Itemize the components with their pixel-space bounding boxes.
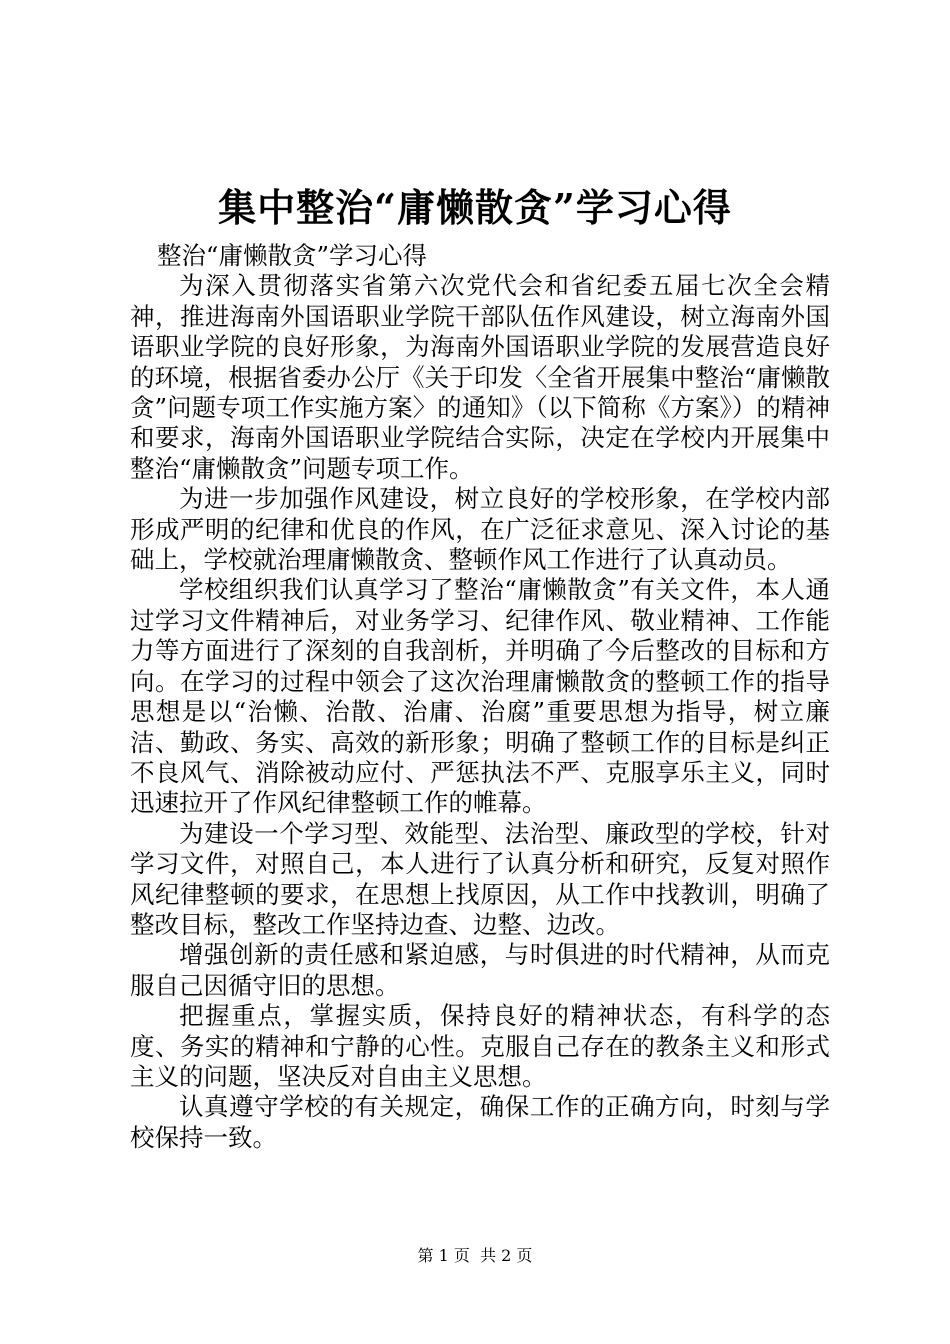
paragraph: 学校组织我们认真学习了整治“庸懒散贪”有关文件，本人通过学习文件精神后，对业务学习、纪律作风、敬业精神、工作能力等方面进行了深刻的自我剖析，并明确了今后整改的目标和方向。在学习的过程中领会了这次治理庸懒散贪的整顿工作的指导思想是以“治懒、治散、治庸、治腐”重要思想为指导，树立廉洁、勤政、务实、高效的新形象；明确了整顿工作的目标是纠正不良风气、消除被动应付、严惩执法不严、克服享乐主义，同时迅速拉开了作风纪律整顿工作的帷幕。 bbox=[130, 575, 830, 818]
document-body bbox=[130, 241, 830, 1153]
page-footer bbox=[0, 1246, 950, 1266]
paragraph: 为深入贯彻落实省第六次党代会和省纪委五届七次全会精神，推进海南外国语职业学院干部队伍作风建设，树立海南外国语职业学院的良好形象，为海南外国语职业学院的发展营造良好的环境，根据省委办公厅《关于印发〈全省开展集中整治“庸懒散贪”问题专项工作实施方案〉的通知》（以下简称《方案》）的精神和要求，海南外国语职业学院结合实际，决定在学校内开展集中整治“庸懒散贪”问题专项工作。 bbox=[130, 271, 830, 483]
document-title: 集中整治“庸懒散贪”学习心得 bbox=[218, 185, 732, 230]
paragraph: 为进一步加强作风建设，树立良好的学校形象，在学校内部形成严明的纪律和优良的作风，在广泛征求意见、深入讨论的基础上，学校就治理庸懒散贪、整顿作风工作进行了认真动员。 bbox=[130, 484, 830, 575]
document-subtitle: 整治“庸懒散贪”学习心得 bbox=[156, 241, 427, 270]
page-number: 第 1 页 共 2 页 bbox=[417, 1246, 533, 1265]
paragraph: 为建设一个学习型、效能型、法治型、廉政型的学校，针对学习文件，对照自己，本人进行了认真分析和研究，反复对照作风纪律整顿的要求，在思想上找原因，从工作中找教训，明确了整改目标，整改工作坚持边查、边整、边改。 bbox=[130, 818, 830, 939]
paragraph: 增强创新的责任感和紧迫感，与时俱进的时代精神，从而克服自己因循守旧的思想。 bbox=[130, 940, 830, 1000]
paragraph: 认真遵守学校的有关规定，确保工作的正确方向，时刻与学校保持一致。 bbox=[130, 1092, 830, 1152]
paragraph: 把握重点，掌握实质，保持良好的精神状态，有科学的态度、务实的精神和宁静的心性。克服自己存在的教条主义和形式主义的问题，坚决反对自由主义思想。 bbox=[130, 1001, 830, 1091]
